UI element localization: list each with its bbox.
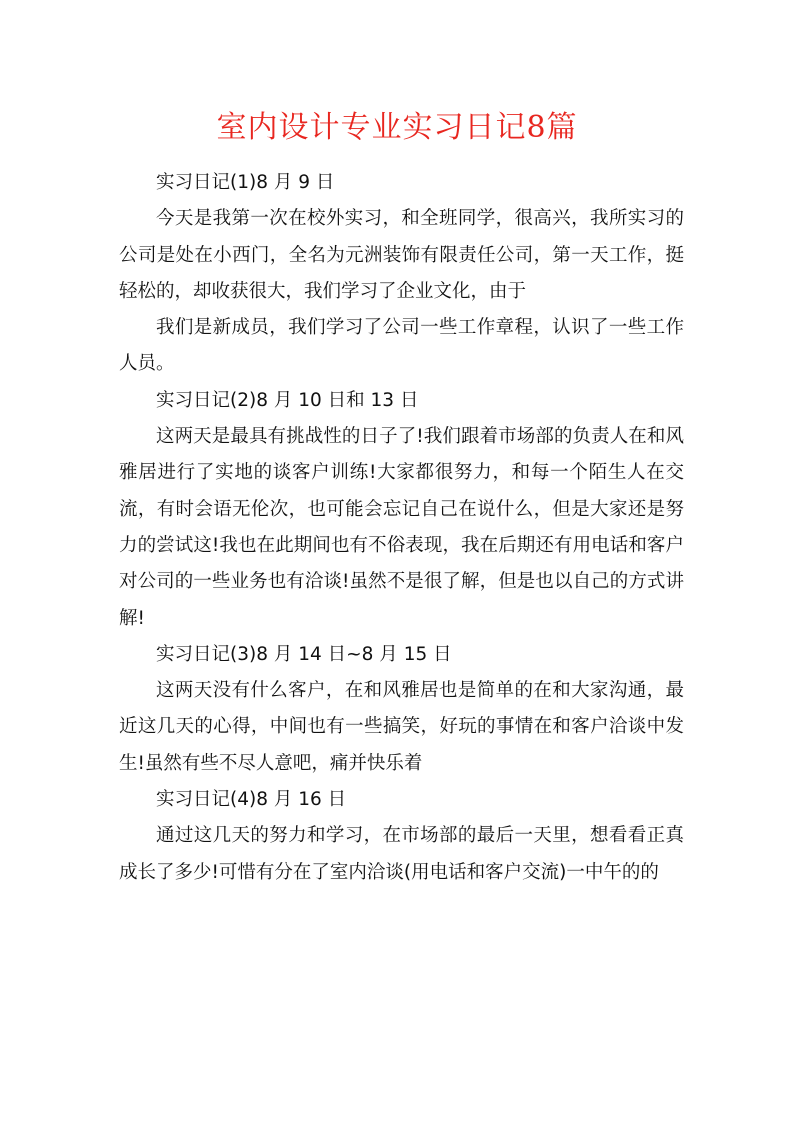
diary-entry	[119, 165, 684, 383]
document-title: 室内设计专业实习日记8篇	[216, 110, 578, 145]
entry-paragraph: 这两天没有什么客户，在和风雅居也是简单的在和大家沟通，最近这几天的心得，中间也有一些搞笑，好玩的事情在和客户洽谈中发生!虽然有些不尽人意吧，痛并快乐着	[119, 680, 684, 774]
document-body	[119, 165, 684, 891]
diary-entry	[119, 637, 684, 782]
entry-paragraph: 通过这几天的努力和学习，在市场部的最后一天里，想看看正真成长了多少!可惜有分在了室内洽谈(用电话和客户交流)一中午的的	[119, 825, 684, 883]
entry-paragraph: 这两天是最具有挑战性的日子了!我们跟着市场部的负责人在和风雅居进行了实地的谈客户训练!大家都很努力，和每一个陌生人在交流，有时会语无伦次，也可能会忘记自己在说什么，但是大家还是努力的尝试这!我也在此期间也有不俗表现，我在后期还有用电话和客户对公司的一些业务也有洽谈!虽然不是很了解，但是也以自己的方式讲解!	[119, 426, 684, 629]
entry-heading: 实习日记(1)8 月 9 日	[156, 172, 335, 193]
diary-entry	[119, 383, 684, 637]
entry-paragraph: 今天是我第一次在校外实习，和全班同学，很高兴，我所实习的公司是处在小西门，全名为元洲装饰有限责任公司，第一天工作，挺轻松的，却收获很大，我们学习了企业文化，由于	[119, 208, 684, 302]
diary-entry	[119, 782, 684, 891]
entry-heading: 实习日记(3)8 月 14 日~8 月 15 日	[156, 643, 452, 665]
entry-heading: 实习日记(2)8 月 10 日和 13 日	[156, 389, 419, 411]
entry-heading: 实习日记(4)8 月 16 日	[156, 789, 347, 811]
entry-paragraph: 我们是新成员，我们学习了公司一些工作章程，认识了一些工作人员。	[119, 317, 684, 375]
